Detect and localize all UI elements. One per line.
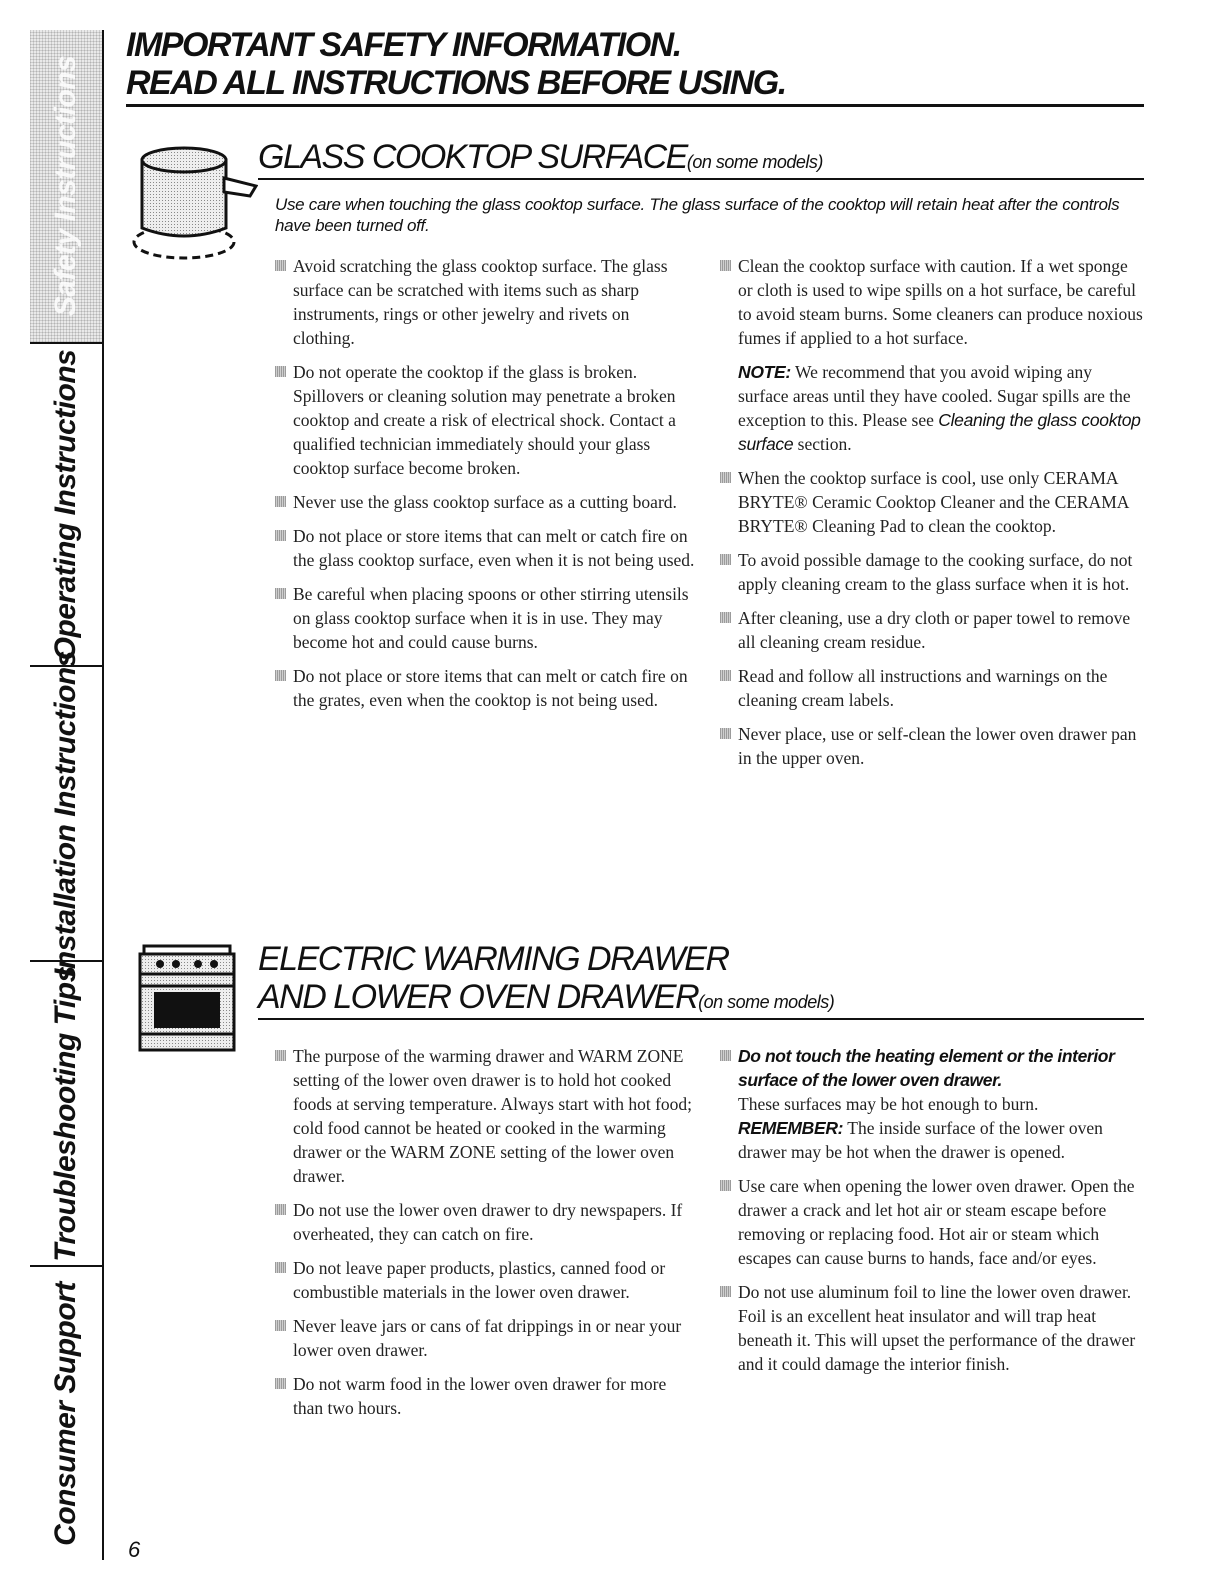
page-number: 6: [128, 1537, 141, 1562]
list-item: [720, 1044, 1145, 1164]
bullet-icon: [275, 670, 286, 681]
bullet-icon: [720, 1286, 731, 1297]
tab-consumer-support[interactable]: [30, 1265, 102, 1560]
header-rule: [126, 104, 1144, 107]
warming-section-rule: [258, 1018, 1144, 1020]
list-item: After cleaning, use a dry cloth or paper towel to remove all cleaning cream residue.: [720, 606, 1145, 654]
remember-paragraph: [738, 1116, 1145, 1164]
bullet-icon: [275, 1204, 286, 1215]
note-link[interactable]: Cleaning the glass cooktop surface: [738, 410, 1141, 454]
list-item: Do not use aluminum foil to line the lower oven drawer. Foil is an excellent heat insulator and will trap heat beneath it. This will upset the performance of the drawer and it could damage the interior finish.: [720, 1280, 1145, 1376]
remember-text: The inside surface of the lower oven drawer may be hot when the drawer is opened.: [738, 1118, 1103, 1162]
section-tabs: [30, 30, 104, 1560]
list-item: The purpose of the warming drawer and WARM ZONE setting of the lower oven drawer is to hold hot cooked foods at serving temperature. Always start with hot food; cold food cannot be heated or cooked in the warming drawer or the WARM ZONE setting of the lower oven drawer.: [275, 1044, 700, 1188]
bullet-icon: [275, 496, 286, 507]
list-item: Do not place or store items that can melt or catch fire on the glass cooktop surface, even when it is not being used.: [275, 524, 695, 572]
bullet-icon: [720, 1050, 731, 1061]
note-text: We recommend that you avoid wiping any surface areas until they have cooled. Sugar spills are the exception to this. Please see: [738, 362, 1131, 430]
tab-label: Consumer Support: [49, 1281, 82, 1546]
bullet-icon: [275, 1262, 286, 1273]
bullet-icon: [275, 1378, 286, 1389]
tab-label: Troubleshooting Tips: [49, 965, 82, 1262]
glass-subtitle: (on some models): [686, 152, 823, 172]
page-title: [126, 26, 786, 102]
bullet-icon: [275, 588, 286, 599]
tab-installation-instructions[interactable]: [30, 650, 102, 977]
tab-label: Safety Instructions: [49, 55, 82, 317]
list-item: Never leave jars or cans of fat drippings in or near your lower oven drawer.: [275, 1314, 700, 1362]
warning-heading: Do not touch the heating element or the interior surface of the lower oven drawer.: [738, 1046, 1115, 1090]
page-title-line1: IMPORTANT SAFETY INFORMATION.: [126, 26, 681, 64]
list-item: Never use the glass cooktop surface as a cutting board.: [275, 490, 695, 514]
list-item: Never place, use or self-clean the lower oven drawer pan in the upper oven.: [720, 722, 1145, 770]
list-item: Read and follow all instructions and warnings on the cleaning cream labels.: [720, 664, 1145, 712]
bullet-icon: [275, 260, 286, 271]
tab-troubleshooting-tips[interactable]: [30, 960, 102, 1265]
warming-section-title: [258, 940, 834, 1021]
bullet-icon: [275, 1320, 286, 1331]
list-item: Avoid scratching the glass cooktop surface. The glass surface can be scratched with items such as sharp instruments, rings or other jewelry and rivets on clothing.: [275, 254, 695, 350]
glass-section-title: [258, 138, 823, 181]
list-item: When the cooktop surface is cool, use only CERAMA BRYTE® Ceramic Cooktop Cleaner and the CERAMA BRYTE® Cleaning Pad to clean the cooktop.: [720, 466, 1145, 538]
glass-right-column: [720, 254, 1145, 780]
glass-title: GLASS COOKTOP SURFACE: [258, 138, 687, 176]
warming-title-line1: ELECTRIC WARMING DRAWER: [258, 940, 729, 978]
note-end: section.: [797, 434, 852, 454]
glass-section-rule: [258, 178, 1144, 180]
warning-text: These surfaces may be hot enough to burn.: [738, 1094, 1039, 1114]
bullet-icon: [275, 1050, 286, 1061]
cooktop-pot-icon: [132, 140, 258, 266]
bullet-icon: [720, 260, 731, 271]
bullet-icon: [275, 366, 286, 377]
list-item: Do not operate the cooktop if the glass is broken. Spillovers or cleaning solution may penetrate a broken cooktop and create a risk of electrical shock. Contact a qualified technician immediately should your glass cooktop surface become broken.: [275, 360, 695, 480]
bullet-icon: [720, 728, 731, 739]
list-item: Clean the cooktop surface with caution. If a wet sponge or cloth is used to wipe spills on a hot surface, be careful to avoid steam burns. Some cleaners can produce noxious fumes if applied to a hot surface.: [720, 254, 1145, 350]
glass-caution: Use care when touching the glass cooktop surface. The glass surface of the cooktop will retain heat after the controls have been turned off.: [275, 195, 1120, 235]
tab-label: Installation Instructions: [49, 650, 82, 977]
warming-subtitle: (on some models): [698, 992, 835, 1012]
glass-left-column: [275, 254, 695, 722]
list-item: Use care when opening the lower oven drawer. Open the drawer a crack and let hot air or steam escape before removing or replacing food. Hot air or steam which escapes can cause burns to hands, face and/or eyes.: [720, 1174, 1145, 1270]
remember-label: REMEMBER:: [738, 1118, 844, 1138]
bullet-icon: [275, 530, 286, 541]
warming-right-column: [720, 1044, 1145, 1386]
list-item: Do not place or store items that can melt or catch fire on the grates, even when the cooktop is not being used.: [275, 664, 695, 712]
warming-left-column: [275, 1044, 700, 1430]
page-title-line2: READ ALL INSTRUCTIONS BEFORE USING.: [126, 64, 786, 102]
list-item: Do not leave paper products, plastics, canned food or combustible materials in the lower oven drawer.: [275, 1256, 700, 1304]
bullet-icon: [720, 670, 731, 681]
list-item: Be careful when placing spoons or other stirring utensils on glass cooktop surface when it is in use. They may become hot and could cause burns.: [275, 582, 695, 654]
bullet-icon: [720, 1180, 731, 1191]
list-item: To avoid possible damage to the cooking surface, do not apply cleaning cream to the glass surface when it is hot.: [720, 548, 1145, 596]
tab-label: Operating Instructions: [49, 349, 82, 660]
bullet-icon: [720, 472, 731, 483]
tab-safety-instructions[interactable]: [30, 30, 102, 342]
bullet-icon: [720, 554, 731, 565]
list-item: Do not warm food in the lower oven drawer for more than two hours.: [275, 1372, 700, 1420]
range-oven-icon: [136, 944, 238, 1054]
tab-operating-instructions[interactable]: [30, 342, 102, 665]
note-paragraph: [738, 360, 1145, 456]
note-label: NOTE:: [738, 362, 791, 382]
warming-title-line2: AND LOWER OVEN DRAWER: [258, 978, 699, 1016]
bullet-icon: [720, 612, 731, 623]
list-item: Do not use the lower oven drawer to dry newspapers. If overheated, they can catch on fire.: [275, 1198, 700, 1246]
